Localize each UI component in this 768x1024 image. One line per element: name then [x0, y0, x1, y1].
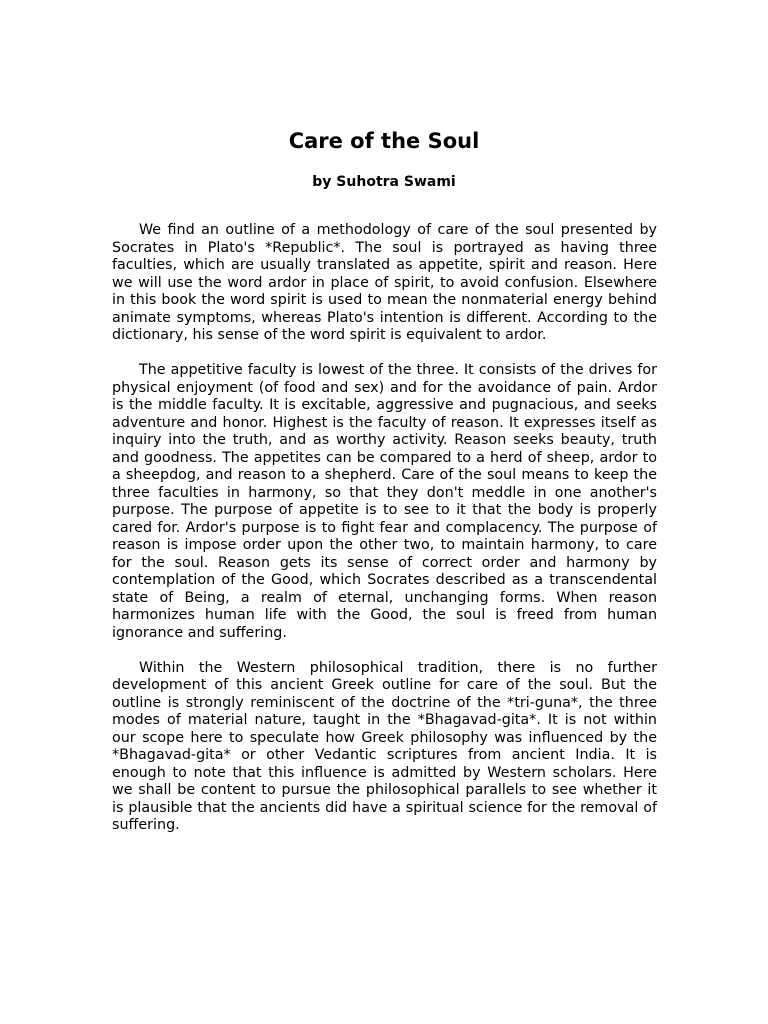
document-title: Care of the Soul	[288, 129, 480, 153]
document-body	[112, 222, 657, 852]
document-byline: by Suhotra Swami	[312, 174, 456, 190]
paragraph: We find an outline of a methodology of care of the soul presented by Socrates in Plato's *Republic*. The soul is portrayed as having three faculties, which are usually translated as appetite, spirit and reason. Here we will use the word ardor in place of spirit, to avoid confusion. Elsewhere in this book the word spirit is used to mean the nonmaterial energy behind animate symptoms, whereas Plato's intention is different. According to the dictionary, his sense of the word spirit is equivalent to ardor.	[112, 222, 657, 343]
paragraph: The appetitive faculty is lowest of the three. It consists of the drives for physical enjoyment (of food and sex) and for the avoidance of pain. Ardor is the middle faculty. It is excitable, aggressive and pugnacious, and seeks adventure and honor. Highest is the faculty of reason. It expresses itself as inquiry into the truth, and as worthy activity. Reason seeks beauty, truth and goodness. The appetites can be compared to a herd of sheep, ardor to a sheepdog, and reason to a shepherd. Care of the soul means to keep the three faculties in harmony, so that they don't meddle in one another's purpose. The purpose of appetite is to see to it that the body is properly cared for. Ardor's purpose is to fight fear and complacency. The purpose of reason is impose order upon the other two, to maintain harmony, to care for the soul. Reason gets its sense of correct order and harmony by contemplation of the Good, which Socrates described as a transcendental state of Being, a realm of eternal, unchanging forms. When reason harmonizes human life with the Good, the soul is freed from human ignorance and suffering.	[112, 362, 657, 641]
paragraph: Within the Western philosophical tradition, there is no further development of this ancient Greek outline for care of the soul. But the outline is strongly reminiscent of the doctrine of the *tri-guna*, the three modes of material nature, taught in the *Bhagavad-gita*. It is not within our scope here to speculate how Greek philosophy was influenced by the *Bhagavad-gita* or other Vedantic scriptures from ancient India. It is enough to note that this influence is admitted by Western scholars. Here we shall be content to pursue the philosophical parallels to see whether it is plausible that the ancients did have a spiritual science for the removal of suffering.	[112, 659, 657, 833]
